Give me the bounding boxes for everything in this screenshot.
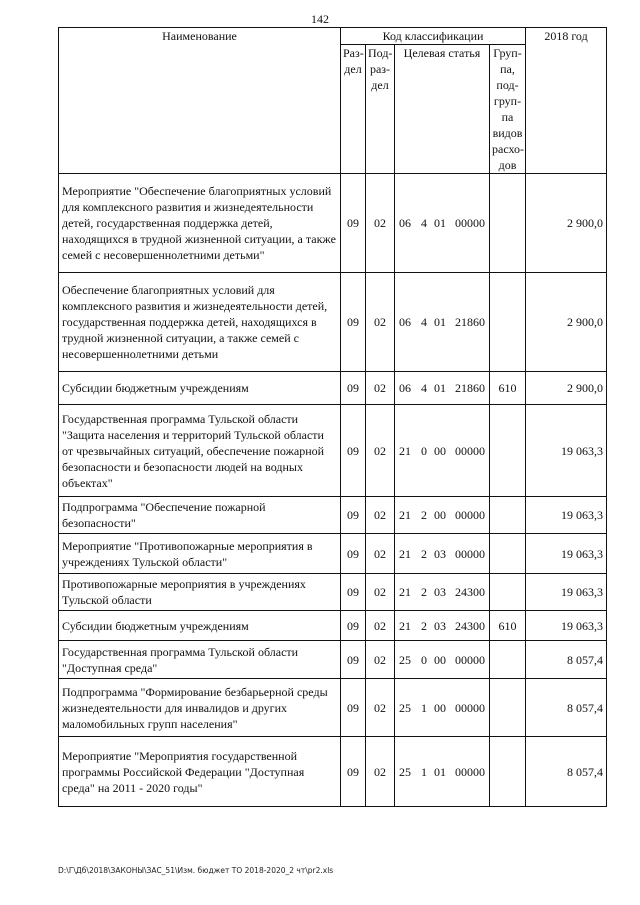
row-razdel: 09 [341, 372, 366, 405]
target-article-part: 00000 [455, 764, 485, 779]
header-group: Груп- па, под- груп- па видов расхо- дов [490, 45, 526, 174]
target-article-part: 01 [434, 381, 446, 395]
target-article-part: 00000 [455, 508, 485, 522]
header-code-group: Код классификации [341, 28, 526, 45]
row-expense-group [490, 273, 526, 372]
row-expense-group [490, 174, 526, 273]
table-row [59, 405, 607, 497]
target-article-part: 00000 [455, 652, 485, 667]
target-article-part: 25 [399, 700, 411, 715]
target-article-part: 01 [434, 216, 446, 230]
row-podrazdel: 02 [366, 641, 395, 679]
target-article-part: 00 [434, 443, 446, 458]
target-article-part: 00000 [455, 443, 485, 458]
row-name: Обеспечение благоприятных условий для комплексного развития и жизнедеятельности детей, государственная поддержка детей, находящихся в трудной жизненной ситуации, а также семей с несовершеннолетними детьми [59, 273, 341, 372]
target-article-part: 01 [434, 315, 446, 329]
row-target-article [395, 641, 490, 679]
target-article-part: 24300 [455, 618, 485, 633]
file-path-footer: D:\Г\Дб\2018\ЗАКОНЫ\ЗАС_51\Изм. бюджет ТО 2018-2020_2 чт\pr2.xls [58, 866, 334, 875]
row-name: Государственная программа Тульской области "Защита населения и территорий Тульской области от чрезвычайных ситуаций, обеспечение пожарной безопасности и безопасности людей на водных объектах" [59, 405, 341, 497]
row-amount: 2 900,0 [526, 174, 607, 273]
row-amount: 8 057,4 [526, 679, 607, 737]
row-razdel: 09 [341, 611, 366, 641]
table-row [59, 737, 607, 807]
row-target-article [395, 405, 490, 497]
row-name: Мероприятие "Противопожарные мероприятия в учреждениях Тульской области" [59, 534, 341, 574]
row-expense-group [490, 679, 526, 737]
target-article-part: 00 [434, 508, 446, 522]
row-name: Мероприятие "Мероприятия государственной программы Российской Федерации "Доступная среда" на 2011 - 2020 годы" [59, 737, 341, 807]
target-article-part: 00000 [455, 546, 485, 561]
row-amount: 19 063,3 [526, 574, 607, 611]
row-podrazdel: 02 [366, 372, 395, 405]
row-expense-group [490, 405, 526, 497]
header-razdel: Раз- дел [341, 45, 366, 174]
row-target-article [395, 534, 490, 574]
row-amount: 2 900,0 [526, 372, 607, 405]
row-target-article [395, 372, 490, 405]
row-razdel: 09 [341, 737, 366, 807]
target-article-part: 25 [399, 764, 411, 779]
budget-table [58, 27, 607, 807]
target-article-part: 2 [421, 508, 427, 522]
row-amount: 19 063,3 [526, 497, 607, 534]
row-expense-group: 610 [490, 611, 526, 641]
target-article-part: 21 [399, 546, 411, 561]
table-row [59, 372, 607, 405]
target-article-part: 03 [434, 585, 446, 599]
target-article-part: 0 [421, 652, 427, 667]
row-razdel: 09 [341, 534, 366, 574]
row-amount: 19 063,3 [526, 611, 607, 641]
row-expense-group [490, 534, 526, 574]
target-article-part: 00000 [455, 216, 485, 230]
target-article-part: 21860 [455, 381, 485, 395]
page-number: 142 [311, 12, 329, 26]
target-article-part: 00 [434, 652, 446, 667]
row-podrazdel: 02 [366, 273, 395, 372]
target-article-part: 24300 [455, 585, 485, 599]
header-name: Наименование [59, 28, 341, 174]
target-article-part: 01 [434, 764, 446, 779]
row-razdel: 09 [341, 679, 366, 737]
target-article-part: 00 [434, 700, 446, 715]
row-target-article [395, 737, 490, 807]
row-razdel: 09 [341, 273, 366, 372]
row-name: Противопожарные мероприятия в учреждениях Тульской области [59, 574, 341, 611]
table-row [59, 574, 607, 611]
table-row [59, 679, 607, 737]
row-amount: 19 063,3 [526, 405, 607, 497]
row-expense-group: 610 [490, 372, 526, 405]
target-article-part: 4 [421, 216, 427, 230]
row-target-article [395, 273, 490, 372]
header-target: Целевая статья [395, 45, 490, 174]
row-name: Государственная программа Тульской области "Доступная среда" [59, 641, 341, 679]
row-target-article [395, 611, 490, 641]
row-podrazdel: 02 [366, 405, 395, 497]
table-row [59, 534, 607, 574]
row-podrazdel: 02 [366, 679, 395, 737]
table-row [59, 497, 607, 534]
row-podrazdel: 02 [366, 574, 395, 611]
target-article-part: 4 [421, 315, 427, 329]
row-razdel: 09 [341, 174, 366, 273]
row-name: Субсидии бюджетным учреждениям [59, 611, 341, 641]
target-article-part: 21860 [455, 315, 485, 329]
target-article-part: 21 [399, 508, 411, 522]
target-article-part: 21 [399, 618, 411, 633]
target-article-part: 00000 [455, 700, 485, 715]
target-article-part: 4 [421, 381, 427, 395]
target-article-part: 25 [399, 652, 411, 667]
target-article-part: 06 [399, 315, 411, 329]
row-podrazdel: 02 [366, 534, 395, 574]
row-target-article [395, 174, 490, 273]
row-name: Субсидии бюджетным учреждениям [59, 372, 341, 405]
target-article-part: 03 [434, 618, 446, 633]
target-article-part: 06 [399, 381, 411, 395]
row-amount: 8 057,4 [526, 641, 607, 679]
table-row [59, 273, 607, 372]
row-expense-group [490, 574, 526, 611]
target-article-part: 1 [421, 700, 427, 715]
row-target-article [395, 497, 490, 534]
target-article-part: 06 [399, 216, 411, 230]
row-razdel: 09 [341, 574, 366, 611]
target-article-part: 2 [421, 546, 427, 561]
table-row [59, 611, 607, 641]
row-podrazdel: 02 [366, 174, 395, 273]
row-amount: 8 057,4 [526, 737, 607, 807]
row-razdel: 09 [341, 405, 366, 497]
row-target-article [395, 679, 490, 737]
row-podrazdel: 02 [366, 737, 395, 807]
row-target-article [395, 574, 490, 611]
row-name: Мероприятие "Обеспечение благоприятных условий для комплексного развития и жизнедеятельности детей, государственная поддержка детей, находящихся в трудной жизненной ситуации, а также семей с несовершеннолетними детьми" [59, 174, 341, 273]
target-article-part: 1 [421, 764, 427, 779]
target-article-part: 2 [421, 618, 427, 633]
target-article-part: 0 [421, 443, 427, 458]
row-name: Подпрограмма "Обеспечение пожарной безопасности" [59, 497, 341, 534]
target-article-part: 2 [421, 585, 427, 599]
table-row [59, 174, 607, 273]
row-podrazdel: 02 [366, 497, 395, 534]
row-podrazdel: 02 [366, 611, 395, 641]
row-expense-group [490, 497, 526, 534]
row-razdel: 09 [341, 641, 366, 679]
row-name: Подпрограмма "Формирование безбарьерной среды жизнедеятельности для инвалидов и других маломобильных групп населения" [59, 679, 341, 737]
header-year: 2018 год [526, 28, 607, 174]
target-article-part: 03 [434, 546, 446, 561]
row-expense-group [490, 737, 526, 807]
row-amount: 19 063,3 [526, 534, 607, 574]
row-razdel: 09 [341, 497, 366, 534]
target-article-part: 21 [399, 443, 411, 458]
header-podrazdel: Под- раз- дел [366, 45, 395, 174]
target-article-part: 21 [399, 585, 411, 599]
row-amount: 2 900,0 [526, 273, 607, 372]
row-expense-group [490, 641, 526, 679]
table-row [59, 641, 607, 679]
